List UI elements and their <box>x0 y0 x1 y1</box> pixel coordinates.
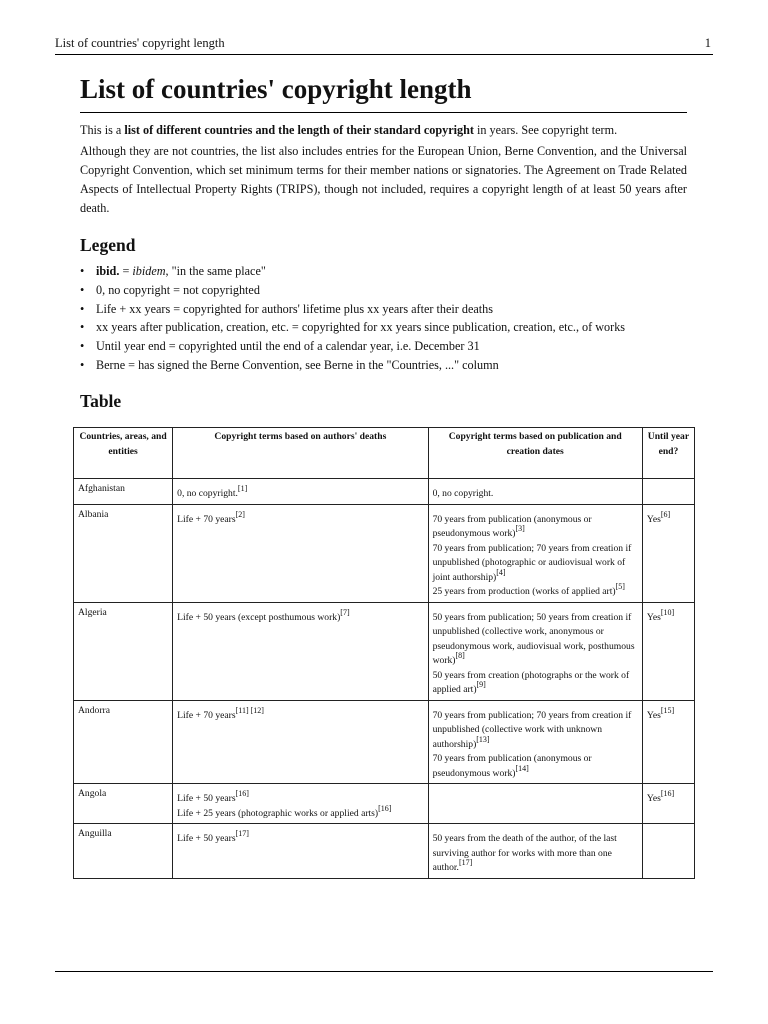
country-cell: Albania <box>74 504 173 602</box>
citation-ref: [16] <box>378 803 392 813</box>
term-text: 0, no copyright. <box>177 488 238 499</box>
term-text: Life + 70 years <box>177 709 236 721</box>
ibid-meaning: , "in the same place" <box>165 264 266 278</box>
term-line <box>177 607 423 626</box>
citation-ref: [2] <box>235 509 245 519</box>
table-row <box>74 784 695 824</box>
country-cell: Algeria <box>74 602 173 700</box>
page-title: List of countries' copyright length <box>80 70 687 113</box>
citation-ref: [10] <box>660 607 675 617</box>
term-text: Life + 50 years <box>177 793 236 804</box>
term-line <box>433 611 638 669</box>
citation-ref: [11] [12] <box>235 705 264 715</box>
publication-terms-cell <box>428 504 642 602</box>
publication-terms-cell <box>428 700 642 784</box>
ibid-term: ibid. <box>96 264 120 278</box>
legend-list <box>80 262 700 375</box>
header-publication-terms: Copyright terms based on publication and creation dates <box>428 428 642 479</box>
table-row <box>74 824 695 879</box>
legend-item: • Until year end = copyrighted until the end of a calendar year, i.e. December 31 <box>80 337 700 356</box>
legend-item: • Berne = has signed the Berne Convention, see Berne in the "Countries, ..." column <box>80 356 700 375</box>
table-body <box>74 479 695 879</box>
intro-text-end: in years. See copyright term. <box>473 123 618 137</box>
table-row <box>74 602 695 700</box>
term-line <box>433 487 638 502</box>
legend-item-ibid <box>80 262 700 281</box>
term-line <box>433 542 638 586</box>
legend-item: • 0, no copyright = not copyrighted <box>80 281 700 300</box>
citation-ref: [8] <box>455 651 465 660</box>
legend-heading: Legend <box>80 235 136 255</box>
death-terms-cell <box>173 784 428 824</box>
death-terms-cell <box>173 479 428 505</box>
legend-item: • xx years after publication, creation, etc. = copyrighted for xx years since publication, creation, etc., of works <box>80 318 700 337</box>
country-cell: Afghanistan <box>74 479 173 505</box>
citation-ref: [17] <box>458 858 473 867</box>
term-text: Yes <box>646 709 661 721</box>
ibid-equals: = <box>119 264 133 278</box>
death-terms-cell <box>173 504 428 602</box>
term-text: 0, no copyright. <box>432 488 494 499</box>
citation-ref: [3] <box>515 524 525 533</box>
term-text: 25 years from production (works of applied art) <box>432 586 616 597</box>
term-line <box>432 582 638 600</box>
year-end-cell <box>642 824 694 879</box>
death-terms-cell <box>173 700 428 784</box>
term-text: 70 years from publication (anonymous or pseudonymous work) <box>432 753 592 779</box>
term-text: Yes <box>646 611 661 623</box>
term-text: 70 years from publication (anonymous or pseudonymous work) <box>432 513 592 539</box>
term-text: Life + 50 years (except posthumous work) <box>177 611 341 623</box>
footer-rule <box>55 971 713 972</box>
citation-ref: [4] <box>496 567 506 577</box>
term-text: Life + 25 years (photographic works or applied arts) <box>177 807 379 819</box>
term-line <box>177 484 423 502</box>
publication-terms-cell <box>428 784 642 824</box>
header-year-end: Until year end? <box>642 428 694 479</box>
term-text: Yes <box>646 513 661 525</box>
citation-ref: [9] <box>476 680 486 689</box>
term-line <box>433 669 638 698</box>
term-line <box>646 607 690 626</box>
term-line <box>646 509 690 528</box>
table-row <box>74 479 695 505</box>
citation-ref: [16] <box>235 789 249 798</box>
term-text: 50 years from the death of the author, of the last surviving author for works with more than one author. <box>432 833 617 873</box>
term-line <box>646 705 690 724</box>
intro-paragraph-2: Although they are not countries, the list also includes entries for the European Union, Berne Convention, and the Universal Copyright Convention, which set minimum terms for their member nations or signatories. The Agreement on Trade Related Aspects of Intellectual Property Rights (TRIPS), though not included, requires a copyright length of at least 50 years after death. <box>80 144 687 215</box>
term-text: Yes <box>646 793 661 804</box>
term-text: 70 years from publication; 70 years from creation if unpublished (photographic or audiovisual work of joint authorship) <box>432 542 632 583</box>
year-end-cell <box>642 784 694 824</box>
citation-ref: [5] <box>615 582 625 591</box>
table-header-row <box>74 428 695 479</box>
term-line <box>433 752 638 781</box>
term-text: 50 years from creation (photographs or the work of applied art) <box>432 669 630 695</box>
page-header <box>55 36 713 55</box>
publication-terms-cell <box>428 602 642 700</box>
citation-ref: [14] <box>515 763 529 773</box>
year-end-cell <box>642 479 694 505</box>
death-terms-cell <box>173 824 428 879</box>
publication-terms-cell <box>428 824 642 879</box>
country-cell: Anguilla <box>74 824 173 879</box>
term-text: Life + 50 years <box>177 833 236 844</box>
country-cell: Andorra <box>74 700 173 784</box>
publication-terms-cell <box>428 479 642 505</box>
legend-item: • Life + xx years = copyrighted for authors' lifetime plus xx years after their deaths <box>80 300 700 319</box>
citation-ref: [1] <box>237 484 248 493</box>
intro-bold-text: list of different countries and the length of their standard copyright <box>124 123 474 137</box>
term-line <box>433 709 638 753</box>
term-text: 70 years from publication; 70 years from creation if unpublished (collective work with unknown authorship) <box>432 709 632 750</box>
term-line <box>177 509 423 528</box>
term-line <box>177 803 423 822</box>
page-number: 1 <box>704 36 711 50</box>
term-line <box>433 832 638 876</box>
year-end-cell <box>642 700 694 784</box>
table-row <box>74 700 695 784</box>
header-title: List of countries' copyright length <box>55 36 225 50</box>
country-cell: Angola <box>74 784 173 824</box>
header-country: Countries, areas, and entities <box>74 428 173 479</box>
citation-ref: [16] <box>660 789 675 798</box>
copyright-table <box>73 427 695 879</box>
citation-ref: [7] <box>340 607 350 617</box>
citation-ref: [15] <box>660 705 675 715</box>
citation-ref: [17] <box>235 829 249 838</box>
year-end-cell <box>642 602 694 700</box>
term-line <box>433 513 638 542</box>
term-text: 50 years from publication; 50 years from creation if unpublished (collective work, anonymous or pseudonymous work, audiovisual work, posthumous work) <box>432 611 635 666</box>
header-death-terms: Copyright terms based on authors' deaths <box>173 428 428 479</box>
term-line <box>177 829 423 847</box>
term-line <box>646 789 690 807</box>
year-end-cell <box>642 504 694 602</box>
term-line <box>177 705 423 724</box>
table-row <box>74 504 695 602</box>
intro-paragraph-1 <box>80 121 687 140</box>
intro-text: This is a <box>80 123 125 137</box>
citation-ref: [13] <box>476 734 490 744</box>
term-text: Life + 70 years <box>177 513 236 525</box>
ibid-italic: ibidem <box>132 264 166 278</box>
table-heading: Table <box>80 391 122 411</box>
citation-ref: [6] <box>660 509 671 519</box>
death-terms-cell <box>173 602 428 700</box>
